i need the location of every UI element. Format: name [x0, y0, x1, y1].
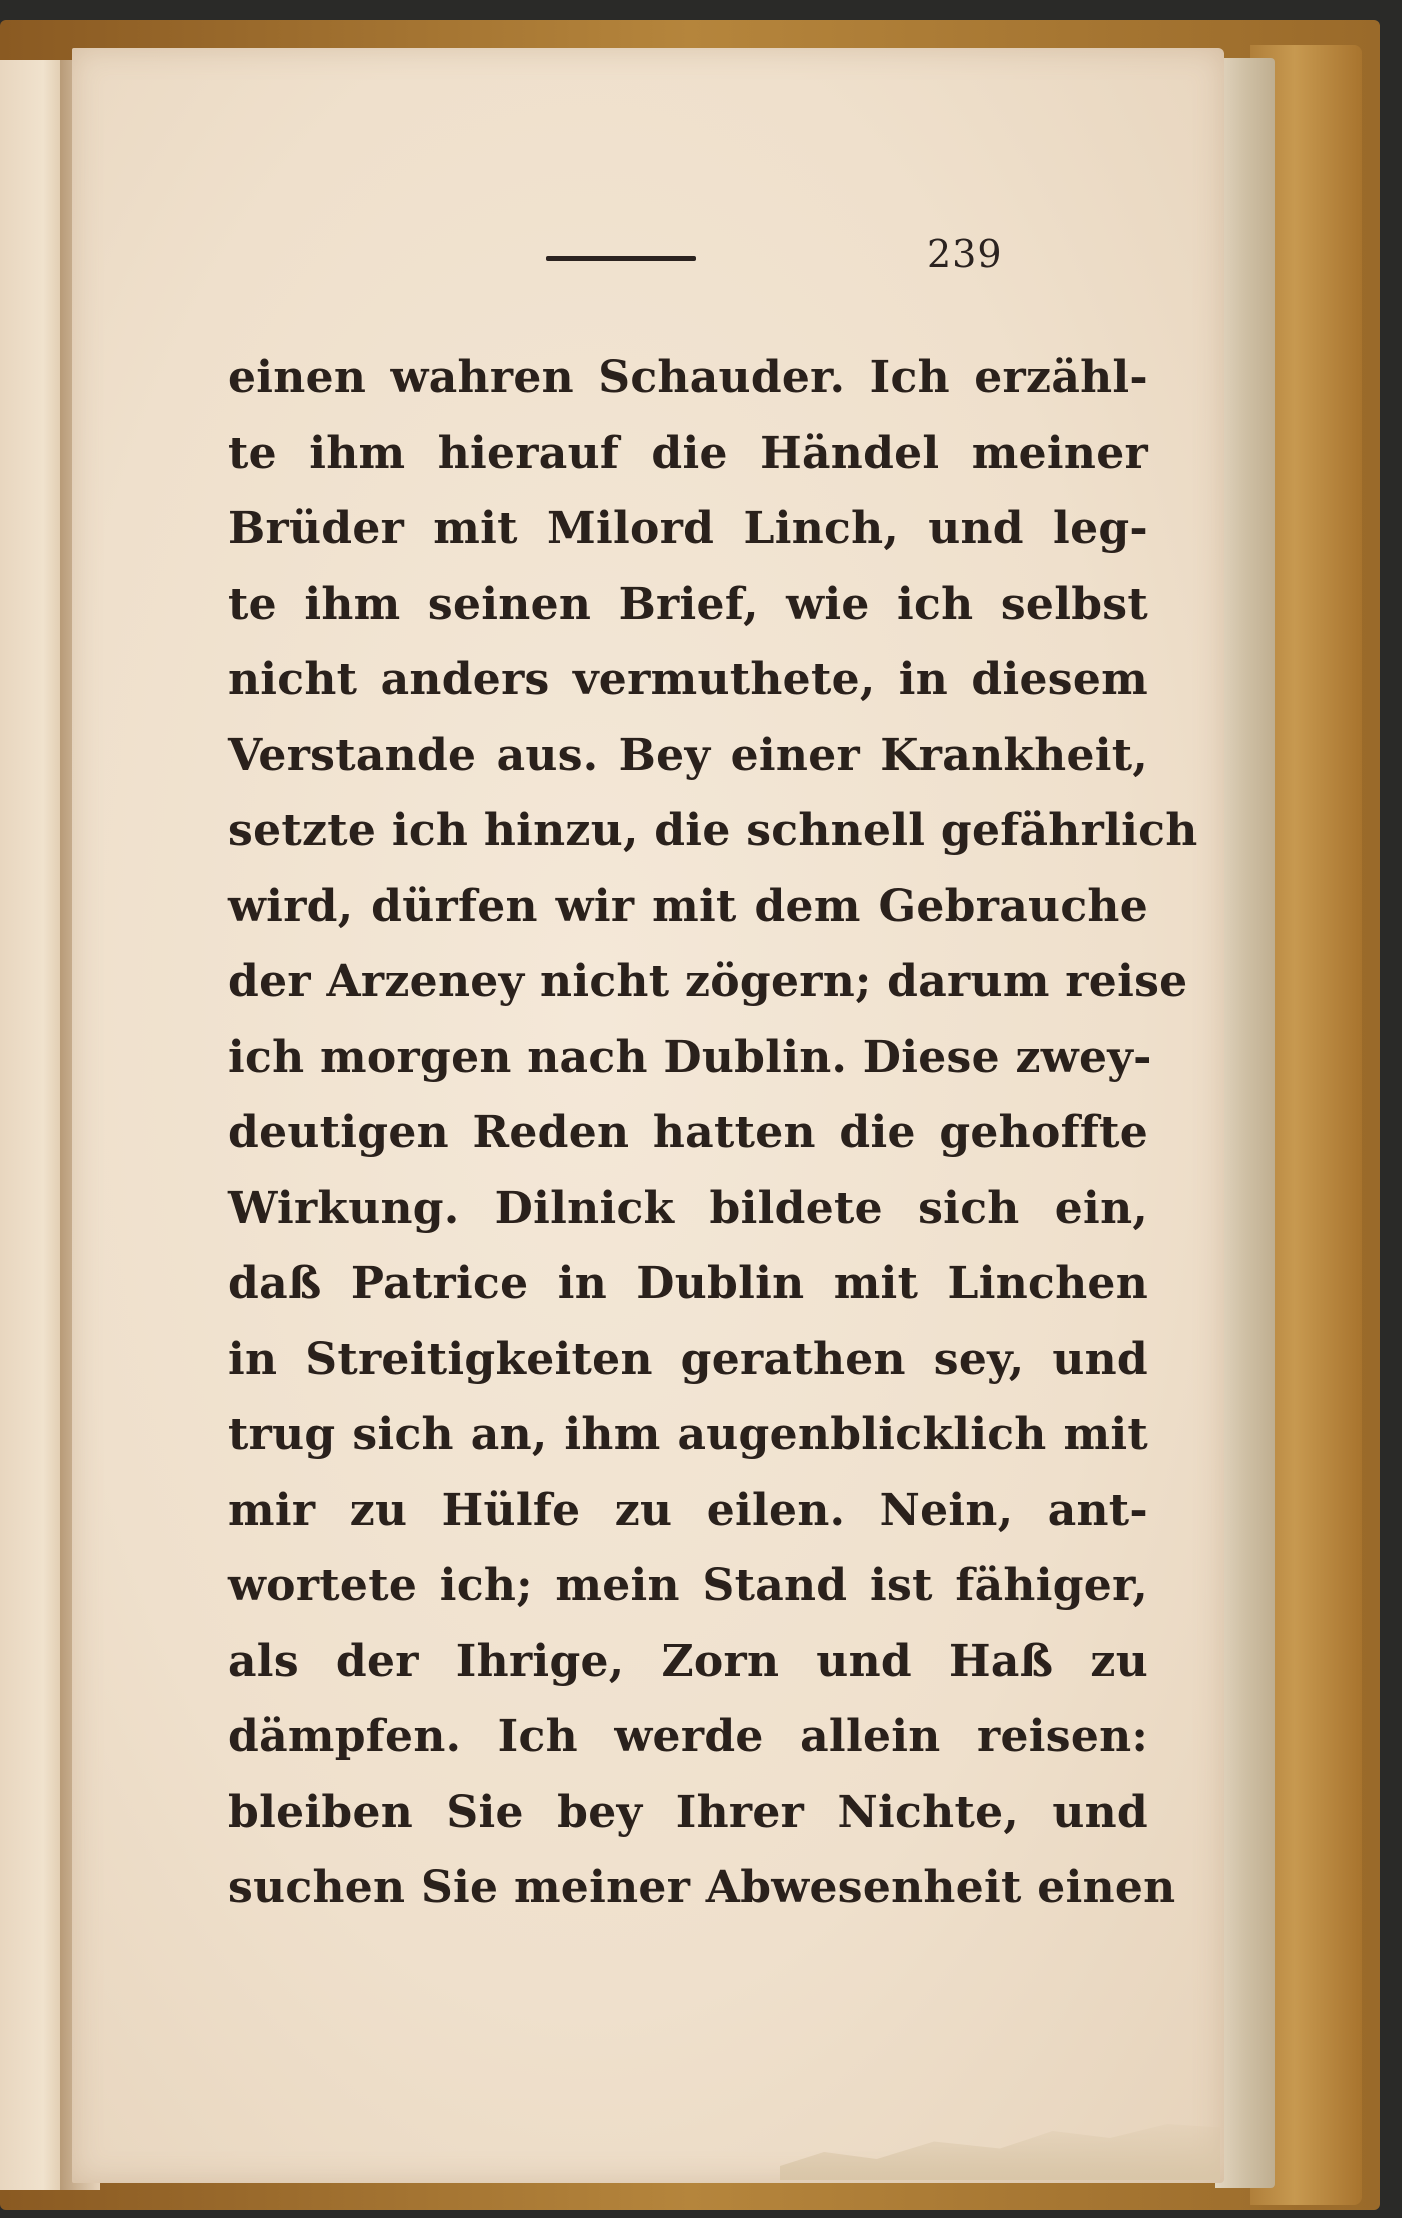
text-line: trug sich an, ihm augenblicklich mit [228, 1409, 1148, 1460]
text-line: Wirkung. Dilnick bildete sich ein, [228, 1182, 1148, 1234]
text-line: te ihm seinen Brief, wie ich selbst [228, 578, 1148, 630]
text-line: bleiben Sie bey Ihrer Nichte, und [228, 1786, 1148, 1838]
page-text [228, 340, 1198, 1926]
text-line: setzte ich hinzu, die schnell gefährlich [228, 805, 1198, 856]
text-line: wird, dürfen wir mit dem Gebrauche [228, 880, 1148, 932]
page-number: 239 [927, 232, 1003, 276]
page-edge-stack [1215, 58, 1275, 2188]
text-line: in Streitigkeiten gerathen sey, und [228, 1333, 1148, 1385]
text-line: wortete ich; mein Stand ist fähiger, [228, 1560, 1148, 1611]
text-line: dämpfen. Ich werde allein reisen: [228, 1711, 1148, 1762]
book-page [72, 48, 1224, 2183]
text-line: als der Ihrige, Zorn und Haß zu [228, 1635, 1148, 1687]
text-line: te ihm hierauf die Händel meiner [228, 427, 1148, 479]
text-line: suchen Sie meiner Abwesenheit einen [228, 1862, 1176, 1913]
text-line: Verstande aus. Bey einer Krankheit, [228, 729, 1148, 781]
text-line: der Arzeney nicht zögern; darum reise [228, 956, 1188, 1007]
text-line: mir zu Hülfe zu eilen. Nein, ant- [228, 1484, 1148, 1536]
text-line: Brüder mit Milord Linch, und leg- [228, 503, 1148, 554]
text-line: nicht anders vermuthete, in diesem [228, 654, 1148, 705]
header-rule [546, 256, 696, 261]
text-line: ich morgen nach Dublin. Diese zwey- [228, 1031, 1152, 1083]
text-line: daß Patrice in Dublin mit Linchen [228, 1258, 1148, 1309]
text-line: einen wahren Schauder. Ich erzähl- [228, 352, 1148, 403]
text-line: deutigen Reden hatten die gehoffte [228, 1107, 1148, 1158]
